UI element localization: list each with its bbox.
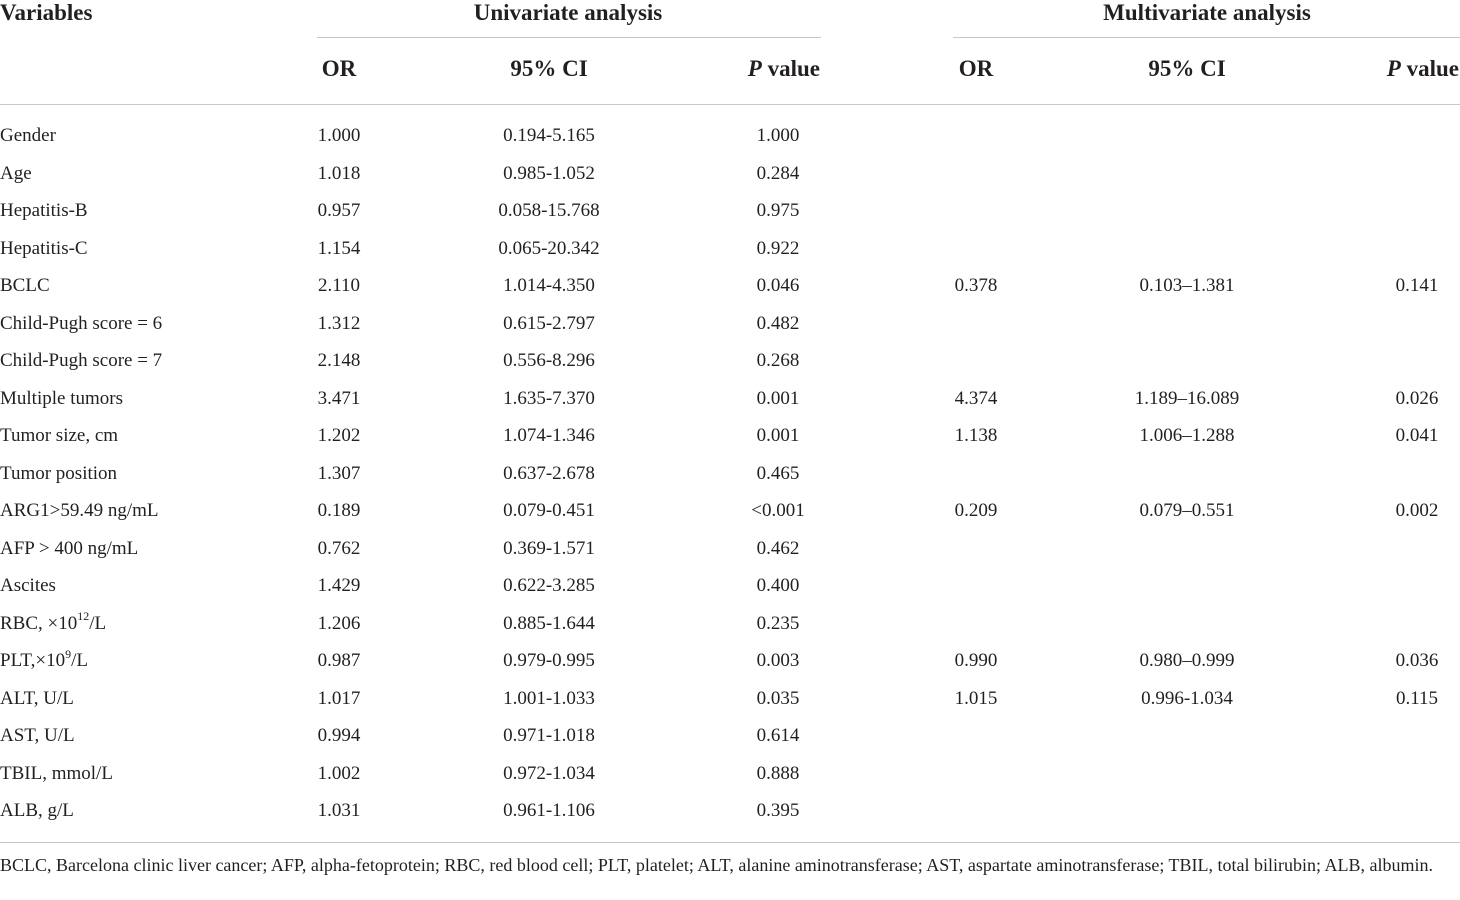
univariate-or: 1.017 [317,687,361,709]
univariate-p-value: 0.922 [756,237,800,259]
multivariate-or: 0.990 [954,650,998,671]
univariate-or: 1.002 [317,762,361,784]
univariate-p-value: 0.482 [756,312,800,334]
footnote: BCLC, Barcelona clinic liver cancer; AFP, alpha-fetoprotein; RBC, red blood cell; PLT, platelet; ALT, alanine aminotransferase; AST, aspartate aminotransferase; TBIL, total bilirubin; ALB, albumin. [0,855,1433,875]
univariate-ci: 1.635-7.370 [503,387,595,409]
table-bottom-rule [0,842,1460,843]
univariate-ci: 1.014-4.350 [503,275,595,296]
univariate-p-value: 0.001 [756,425,800,446]
univariate-or: 0.762 [317,537,361,559]
univariate-ci: 0.556-8.296 [503,350,595,371]
header-bottom-rule [0,104,1460,105]
univariate-p-value: 1.000 [756,125,800,146]
variable-label: AST, U/L [0,725,75,746]
univariate-or: 1.154 [317,237,361,259]
multivariate-p-value: 0.115 [1395,687,1439,709]
univariate-p-value: 0.046 [756,275,800,296]
univariate-p-value: 0.888 [756,762,800,784]
multivariate-ci: 1.189–16.089 [1134,387,1240,409]
variable-label: TBIL, mmol/L [0,762,113,784]
variable-label: Age [0,162,32,184]
univariate-or: 0.994 [317,725,361,746]
multivariate-or: 1.015 [954,687,998,709]
multivariate-ci: 1.006–1.288 [1139,425,1235,446]
variable-label: Gender [0,125,56,146]
univariate-ci: 0.972-1.034 [503,762,595,784]
multivariate-or: 4.374 [954,387,998,409]
variable-label: Tumor size, cm [0,425,119,446]
univariate-or: 1.031 [317,800,361,821]
multivariate-p-value: 0.026 [1395,387,1439,409]
header-multivariate-p: P value [1386,56,1459,81]
univariate-ci: 1.001-1.033 [503,687,595,709]
univariate-ci: 0.961-1.106 [503,800,595,821]
univariate-p-value: 0.268 [756,350,800,371]
univariate-p-value: 0.975 [756,200,800,221]
variable-label: ALB, g/L [0,800,74,821]
univariate-ci: 0.615-2.797 [503,312,595,334]
variable-label: Hepatitis-C [0,237,88,259]
univariate-p-value: 0.614 [756,725,800,746]
header-univariate-or: OR [321,56,357,81]
univariate-or: 2.110 [317,275,361,296]
multivariate-or: 0.378 [954,275,998,296]
multivariate-p-value: 0.041 [1395,425,1439,446]
univariate-p-value: 0.462 [756,537,800,559]
header-variables: Variables [0,0,93,25]
header-univariate: Univariate analysis [473,0,663,25]
header-univariate-p: P value [747,56,820,81]
univariate-p-value: <0.001 [751,500,805,521]
variable-label: RBC, $\times 10^{12}/L$ [0,609,107,634]
univariate-or: 1.312 [317,312,361,334]
variable-label: $PLT,\times 10^9/L$ [0,646,88,671]
variable-label: ARG1>59.49 ng/mL [0,500,159,521]
univariate-ci: 0.194-5.165 [503,125,595,146]
univariate-ci: 0.369-1.571 [503,537,595,559]
univariate-or: 0.957 [317,200,361,221]
univariate-p-value: 0.003 [756,650,800,671]
variable-label: Multiple tumors [0,387,123,409]
multivariate-underline [953,37,1460,38]
multivariate-ci: 0.103–1.381 [1139,275,1235,296]
univariate-or: 1.429 [317,575,361,596]
multivariate-ci: 0.980–0.999 [1139,650,1235,671]
univariate-p-value: 0.284 [756,162,800,184]
univariate-underline [317,37,821,38]
univariate-ci: 0.058-15.768 [498,200,600,221]
univariate-ci: 1.074-1.346 [503,425,595,446]
multivariate-p-value: 0.036 [1395,650,1439,671]
header-univariate-ci: 95% CI [510,56,588,81]
univariate-ci: 0.979-0.995 [503,650,595,671]
univariate-or: 1.202 [317,425,361,446]
variable-label: Tumor position [0,462,118,484]
multivariate-ci: 0.996-1.034 [1141,687,1233,709]
header-multivariate-or: OR [958,56,994,81]
variable-label: AFP > 400 ng/mL [0,537,139,559]
univariate-or: 0.987 [317,650,361,671]
univariate-p-value: 0.001 [756,387,800,409]
variable-label: Hepatitis-B [0,200,88,221]
univariate-or: 2.148 [317,350,361,371]
univariate-or: 1.206 [317,612,361,634]
multivariate-ci: 0.079–0.551 [1139,500,1235,521]
variable-label: Ascites [0,575,56,596]
multivariate-p-value: 0.141 [1395,275,1439,296]
univariate-p-value: 0.235 [756,612,800,634]
univariate-or: 1.307 [317,462,361,484]
univariate-ci: 0.079-0.451 [503,500,595,521]
univariate-ci: 0.065-20.342 [498,237,600,259]
univariate-p-value: 0.035 [756,687,800,709]
univariate-p-value: 0.465 [756,462,800,484]
univariate-or: 1.000 [317,125,361,146]
multivariate-or: 0.209 [954,500,998,521]
univariate-or: 3.471 [317,387,361,409]
header-multivariate-ci: 95% CI [1148,56,1226,81]
univariate-p-value: 0.400 [756,575,800,596]
univariate-p-value: 0.395 [756,800,800,821]
variable-label: Child-Pugh score = 6 [0,312,163,334]
variable-label: Child-Pugh score = 7 [0,350,163,371]
univariate-or: 0.189 [317,500,361,521]
variable-label: ALT, U/L [0,687,74,709]
univariate-ci: 0.885-1.644 [503,612,595,634]
multivariate-or: 1.138 [954,425,998,446]
univariate-ci: 0.971-1.018 [503,725,595,746]
header-multivariate: Multivariate analysis [1103,0,1311,25]
univariate-ci: 0.985-1.052 [503,162,595,184]
univariate-ci: 0.622-3.285 [503,575,595,596]
univariate-or: 1.018 [317,162,361,184]
variable-label: BCLC [0,275,50,296]
multivariate-p-value: 0.002 [1395,500,1439,521]
univariate-ci: 0.637-2.678 [503,462,595,484]
